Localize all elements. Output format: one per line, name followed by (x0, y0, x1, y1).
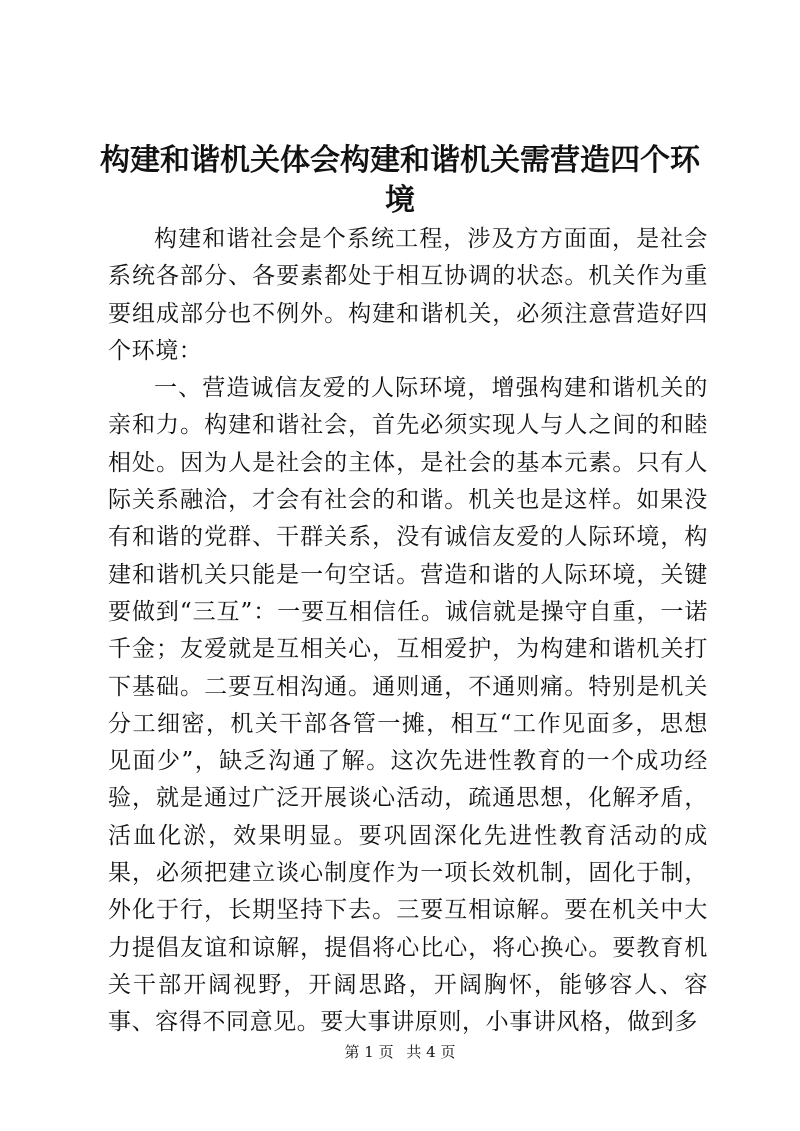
document-body (108, 221, 708, 1042)
paragraph-intro: 构建和谐社会是个系统工程，涉及方方面面，是社会系统各部分、各要素都处于相互协调的状态。机关作为重要组成部分也不例外。构建和谐机关，必须注意营造好四个环境： (108, 226, 708, 364)
page-footer (0, 1042, 800, 1062)
paragraph-section-one: 一、营造诚信友爱的人际环境，增强构建和谐机关的亲和力。构建和谐社会，首先必须实现人与人之间的和睦相处。因为人是社会的主体，是社会的基本元素。只有人际关系融洽，才会有社会的和谐。机关也是这样。如果没有和谐的党群、干群关系，没有诚信友爱的人际环境，构建和谐机关只能是一句空话。营造和谐的人际环境，关键要做到“三互”：一要互相信任。诚信就是操守自重，一诺千金；友爱就是互相关心，互相爱护，为构建和谐机关打下基础。二要互相沟通。通则通，不通则痛。特别是机关分工细密，机关干部各管一摊，相互“工作见面多，思想见面少”，缺乏沟通了解。这次先进性教育的一个成功经验，就是通过广泛开展谈心活动，疏通思想，化解矛盾，活血化淤，效果明显。要巩固深化先进性教育活动的成果，必须把建立谈心制度作为一项长效机制，固化于制，外化于行，长期坚持下去。三要互相谅解。要在机关中大力提倡友谊和谅解，提倡将心比心，将心换心。要教育机关干部开阔视野，开阔思路，开阔胸怀，能够容人、容事、容得不同意见。要大事讲原则，小事讲风格，做到多 (108, 375, 708, 1036)
page-total: 共 4 页 (406, 1043, 456, 1061)
page-number: 第 1 页 (344, 1043, 394, 1061)
document-title: 构建和谐机关体会构建和谐机关需营造四个环境 (100, 143, 700, 218)
